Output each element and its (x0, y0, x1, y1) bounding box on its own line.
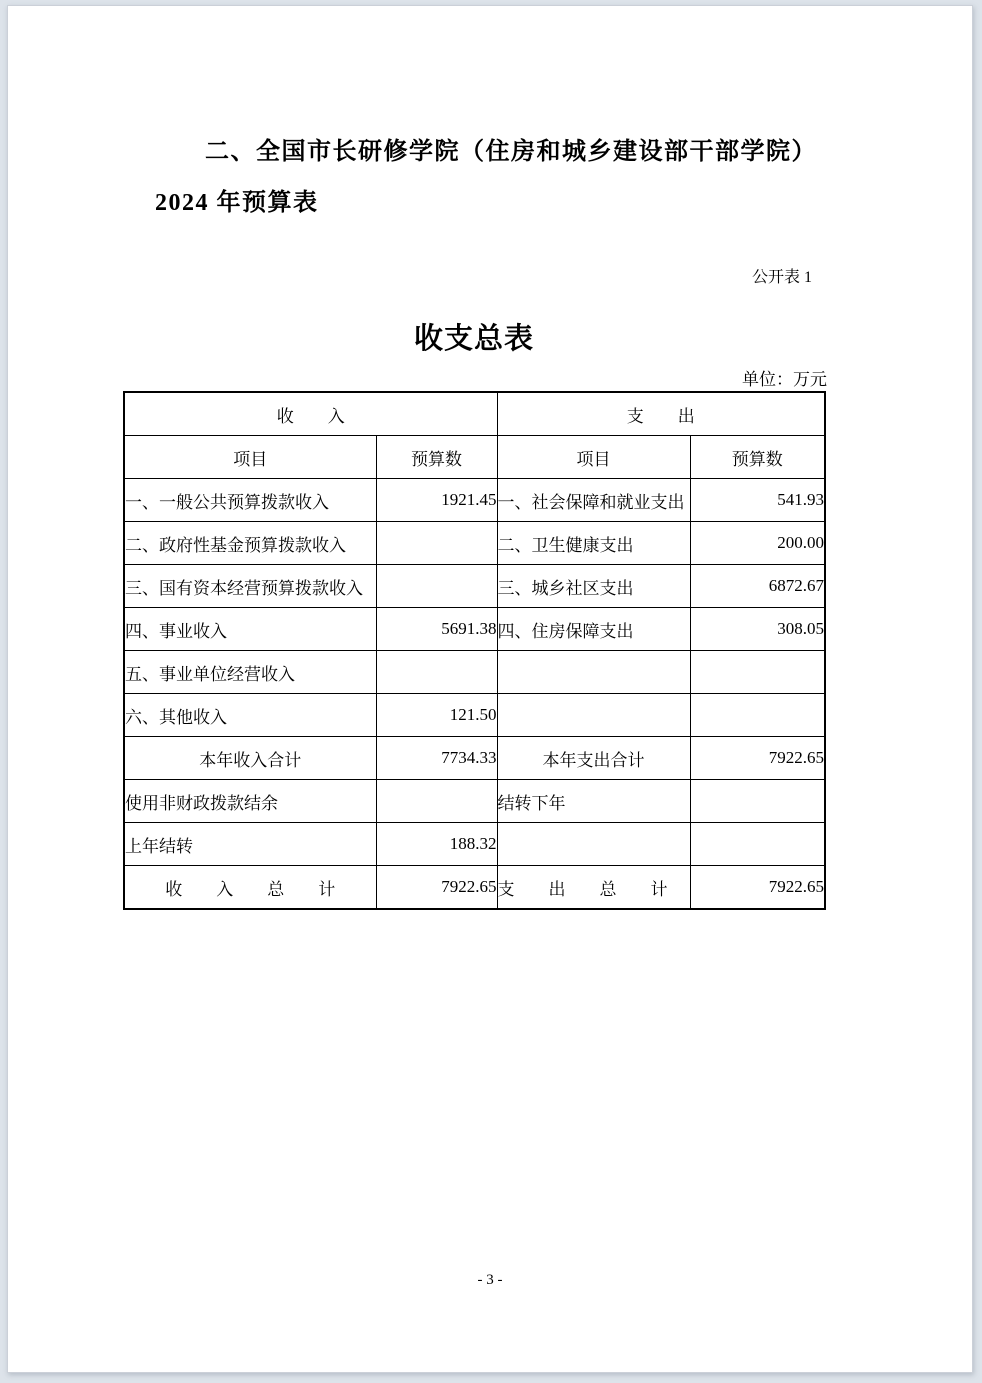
table-title: 收支总表 (413, 323, 534, 355)
income-item-cell: 三、国有资本经营预算拨款收入 (124, 565, 376, 608)
expense-value-cell: 308.05 (690, 608, 825, 651)
document-page (7, 5, 973, 1373)
budget-row-8 (124, 780, 825, 823)
expense-budget-column-header: 预算数 (690, 436, 825, 479)
income-value-cell (376, 651, 497, 694)
expense-item-cell: 四、住房保障支出 (497, 608, 690, 651)
page-number: - 3 - (477, 1272, 503, 1288)
income-value-cell (376, 780, 497, 823)
budget-summary-table (123, 391, 826, 910)
expense-value-cell (690, 780, 825, 823)
expense-subtotal-label-cell: 本年支出合计 (497, 737, 690, 780)
income-value-cell (376, 522, 497, 565)
expense-item-cell (497, 651, 690, 694)
expense-value-cell (690, 823, 825, 866)
expense-item-cell: 一、社会保障和就业支出 (497, 479, 690, 522)
income-item-cell: 四、事业收入 (124, 608, 376, 651)
income-item-cell: 二、政府性基金预算拨款收入 (124, 522, 376, 565)
expense-item-cell (497, 694, 690, 737)
budget-row-6 (124, 694, 825, 737)
expense-item-column-header: 项目 (497, 436, 690, 479)
budget-row-3 (124, 565, 825, 608)
income-value-cell: 188.32 (376, 823, 497, 866)
document-title (155, 127, 835, 229)
income-item-cell: 六、其他收入 (124, 694, 376, 737)
income-item-cell: 使用非财政拨款结余 (124, 780, 376, 823)
document-title-line1: 二、全国市长研修学院（住房和城乡建设部干部学院） (205, 139, 817, 165)
unit-note: 单位：万元 (742, 370, 827, 389)
budget-row-1 (124, 479, 825, 522)
income-value-cell (376, 565, 497, 608)
income-budget-column-header: 预算数 (376, 436, 497, 479)
expense-item-cell: 三、城乡社区支出 (497, 565, 690, 608)
column-header-row (124, 436, 825, 479)
section-header-row (124, 392, 825, 436)
expense-value-cell: 200.00 (690, 522, 825, 565)
income-total-label-cell: 收 入 总 计 (124, 866, 376, 910)
expense-subtotal-value-cell: 7922.65 (690, 737, 825, 780)
income-item-cell: 五、事业单位经营收入 (124, 651, 376, 694)
income-subtotal-value-cell: 7734.33 (376, 737, 497, 780)
expense-item-cell: 结转下年 (497, 780, 690, 823)
income-value-cell: 1921.45 (376, 479, 497, 522)
budget-row-2 (124, 522, 825, 565)
expense-item-cell (497, 823, 690, 866)
income-subtotal-label-cell: 本年收入合计 (124, 737, 376, 780)
income-section-header: 收 入 (124, 392, 497, 436)
budget-row-4 (124, 608, 825, 651)
income-total-value-cell: 7922.65 (376, 866, 497, 910)
expense-value-cell: 541.93 (690, 479, 825, 522)
expense-section-header: 支 出 (497, 392, 825, 436)
income-item-column-header: 项目 (124, 436, 376, 479)
budget-row-9 (124, 823, 825, 866)
expense-total-label-cell: 支 出 总 计 (497, 866, 690, 910)
expense-value-cell (690, 651, 825, 694)
income-value-cell: 121.50 (376, 694, 497, 737)
income-value-cell: 5691.38 (376, 608, 497, 651)
expense-item-cell: 二、卫生健康支出 (497, 522, 690, 565)
expense-value-cell (690, 694, 825, 737)
budget-row-5 (124, 651, 825, 694)
expense-total-value-cell: 7922.65 (690, 866, 825, 910)
budget-grand-total-row (124, 866, 825, 910)
document-title-line2: 2024 年预算表 (155, 190, 319, 216)
income-item-cell: 一、一般公共预算拨款收入 (124, 479, 376, 522)
income-item-cell: 上年结转 (124, 823, 376, 866)
expense-value-cell: 6872.67 (690, 565, 825, 608)
public-table-tag: 公开表 1 (751, 269, 812, 286)
budget-subtotal-row (124, 737, 825, 780)
